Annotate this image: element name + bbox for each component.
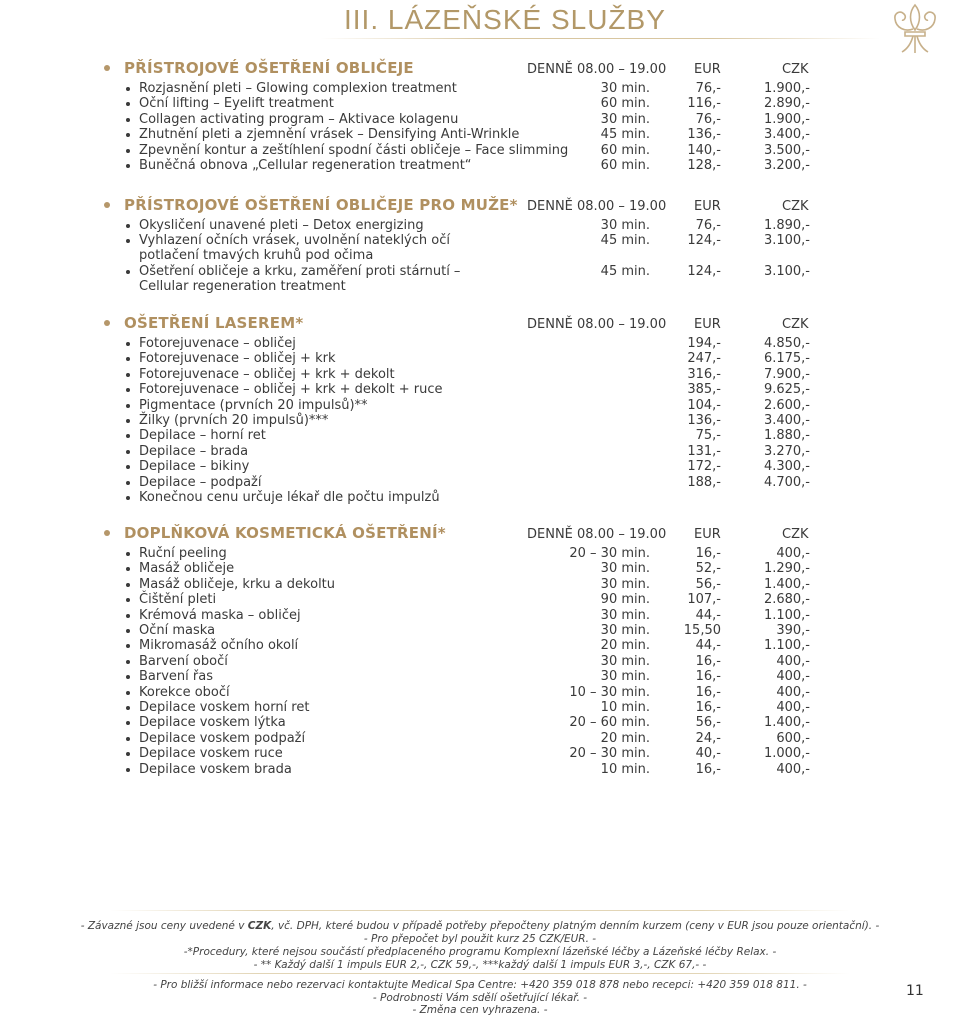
section-title: PŘÍSTROJOVÉ OŠETŘENÍ OBLIČEJE <box>124 59 414 77</box>
price-row <box>0 444 960 459</box>
price-row <box>0 475 960 490</box>
service-name: Barvení řas <box>139 669 213 685</box>
price-czk: 9.625,- <box>763 382 810 398</box>
service-name: Krémová maska – obličej <box>139 607 301 623</box>
price-czk: 1.290,- <box>763 561 810 577</box>
price-row <box>0 638 960 653</box>
service-name-continued: potlačení tmavých kruhů pod očima <box>139 248 374 264</box>
footer-divider-top <box>110 910 850 911</box>
service-name: Masáž obličeje, krku a dekoltu <box>139 576 336 592</box>
page-number: 11 <box>906 983 924 999</box>
header-czk: CZK <box>782 527 809 542</box>
service-name: Collagen activating program – Aktivace kolagenu <box>139 111 459 127</box>
bullet-icon <box>126 583 130 587</box>
price-eur: 15,50 <box>683 623 721 638</box>
section-header <box>0 314 960 332</box>
price-czk: 3.270,- <box>763 443 810 459</box>
bullet-icon <box>126 434 130 438</box>
bullet-icon <box>126 373 130 377</box>
service-name: Depilace voskem horní ret <box>139 700 310 715</box>
service-name: Depilace voskem ruce <box>139 746 283 762</box>
price-row <box>0 263 960 294</box>
price-czk: 600,- <box>776 730 810 746</box>
price-row <box>0 623 960 638</box>
price-row <box>0 731 960 746</box>
footnote-contact: - Pro bližší informace nebo rezervaci kontaktujte Medical Spa Centre: +420 359 018 878 nebo recepci: +420 359 018 811. - <box>153 979 807 991</box>
price-czk: 390,- <box>776 623 810 638</box>
service-duration: 30 min. <box>600 218 650 233</box>
price-row <box>0 218 960 233</box>
price-eur: 385,- <box>687 382 721 398</box>
bullet-icon <box>126 768 130 772</box>
service-name: Zpevnění kontur a zeštíhlení spodní části obličeje – Face slimming <box>139 142 569 158</box>
service-name: Depilace voskem brada <box>139 761 292 777</box>
footnote-currency: - Závazné jsou ceny uvedené v CZK, vč. DPH, které budou v případě potřeby přepočteny platným denním kurzem (ceny v EUR jsou pouze orientační). - <box>80 920 880 932</box>
price-row <box>0 592 960 607</box>
service-duration: 30 min. <box>600 81 650 96</box>
header-hours: DENNĚ 08.00 – 19.00 <box>527 527 667 542</box>
service-name: Depilace – brada <box>139 443 249 459</box>
price-row <box>0 669 960 684</box>
bullet-icon <box>126 239 130 243</box>
price-eur: 52,- <box>695 561 721 577</box>
section-header <box>0 59 960 77</box>
service-duration: 20 min. <box>600 730 650 746</box>
price-czk: 1.890,- <box>763 218 810 233</box>
price-eur: 56,- <box>695 715 721 731</box>
header-eur: EUR <box>694 317 721 332</box>
price-czk: 2.890,- <box>763 96 810 112</box>
service-name: Pigmentace (prvních 20 impulsů)** <box>139 397 368 413</box>
bullet-icon <box>126 691 130 695</box>
footnote-impulses: - ** Každý další 1 impuls EUR 2,-, CZK 59,-, ***každý další 1 impuls EUR 3,-, CZK 67,- - <box>253 959 707 971</box>
bullet-icon <box>126 102 130 106</box>
bullet-icon <box>126 629 130 633</box>
bullet-icon <box>126 342 130 346</box>
bullet-icon <box>126 644 130 648</box>
price-eur: 116,- <box>687 96 721 112</box>
price-eur: 76,- <box>695 218 721 233</box>
price-row <box>0 158 960 173</box>
price-eur: 16,- <box>695 669 721 685</box>
service-name-continued: Cellular regeneration treatment <box>139 278 346 294</box>
section-bullet-icon <box>104 202 110 208</box>
service-name: Oční maska <box>139 623 216 638</box>
bullet-icon <box>126 149 130 153</box>
service-duration: 10 min. <box>600 700 650 715</box>
bullet-icon <box>126 164 130 168</box>
price-eur: 24,- <box>695 730 721 746</box>
price-czk: 1.900,- <box>763 81 810 96</box>
price-row <box>0 367 960 382</box>
bullet-icon <box>126 404 130 408</box>
bullet-icon <box>126 737 130 741</box>
service-duration: 60 min. <box>600 96 650 112</box>
price-eur: 131,- <box>687 443 721 459</box>
service-name: Fotorejuvenace – obličej + krk <box>139 351 336 367</box>
price-row <box>0 127 960 142</box>
price-eur: 16,- <box>695 761 721 777</box>
section-bullet-icon <box>104 320 110 326</box>
price-eur: 44,- <box>695 607 721 623</box>
service-duration: 30 min. <box>600 653 650 669</box>
bullet-icon <box>126 660 130 664</box>
price-row <box>0 608 960 623</box>
service-name: Oční lifting – Eyelift treatment <box>139 96 334 112</box>
price-eur: 16,- <box>695 546 721 561</box>
service-duration: 20 – 30 min. <box>569 546 650 561</box>
price-eur: 76,- <box>695 81 721 96</box>
section-header <box>0 196 960 214</box>
price-row <box>0 413 960 428</box>
price-row <box>0 490 960 505</box>
price-eur: 56,- <box>695 576 721 592</box>
service-name: Vyhlazení očních vrásek, uvolnění nateklých očí <box>139 233 450 249</box>
price-eur: 194,- <box>687 336 721 351</box>
bullet-icon <box>126 419 130 423</box>
footnote-price-change: - Změna cen vyhrazena. - <box>412 1004 548 1016</box>
section-header <box>0 524 960 542</box>
bullet-icon <box>126 133 130 137</box>
bullet-icon <box>126 87 130 91</box>
service-duration: 30 min. <box>600 111 650 127</box>
price-eur: 316,- <box>687 366 721 382</box>
price-row <box>0 428 960 443</box>
price-row <box>0 382 960 397</box>
price-czk: 1.400,- <box>763 576 810 592</box>
section-title: OŠETŘENÍ LASEREM* <box>124 314 304 332</box>
bullet-icon <box>126 224 130 228</box>
price-row <box>0 96 960 111</box>
bullet-icon <box>126 752 130 756</box>
price-row <box>0 577 960 592</box>
section-bullet-icon <box>104 65 110 71</box>
price-czk: 1.900,- <box>763 111 810 127</box>
service-duration: 45 min. <box>600 127 650 143</box>
price-czk: 4.850,- <box>763 336 810 351</box>
service-duration: 20 min. <box>600 638 650 654</box>
price-czk: 3.400,- <box>763 127 810 143</box>
price-eur: 140,- <box>687 142 721 158</box>
service-name: Zhutnění pleti a zjemnění vrásek – Densifying Anti-Wrinkle <box>139 127 520 143</box>
header-hours: DENNĚ 08.00 – 19.00 <box>527 199 667 214</box>
bullet-icon <box>126 675 130 679</box>
price-czk: 400,- <box>776 669 810 685</box>
header-hours: DENNĚ 08.00 – 19.00 <box>527 62 667 77</box>
price-eur: 136,- <box>687 127 721 143</box>
service-name: Barvení obočí <box>139 653 228 669</box>
service-name: Okysličení unavené pleti – Detox energizing <box>139 218 424 233</box>
service-duration: 30 min. <box>600 607 650 623</box>
service-name: Rozjasnění pleti – Glowing complexion treatment <box>139 81 457 96</box>
bullet-icon <box>126 552 130 556</box>
service-name: Depilace – horní ret <box>139 428 266 444</box>
title-divider <box>320 38 880 39</box>
service-name: Depilace – bikiny <box>139 459 250 475</box>
price-row <box>0 143 960 158</box>
price-row <box>0 351 960 366</box>
price-eur: 124,- <box>687 263 721 279</box>
price-czk: 2.600,- <box>763 397 810 413</box>
price-eur: 76,- <box>695 111 721 127</box>
price-czk: 400,- <box>776 700 810 715</box>
price-eur: 247,- <box>687 351 721 367</box>
price-row <box>0 336 960 351</box>
price-eur: 107,- <box>687 592 721 608</box>
price-eur: 128,- <box>687 158 721 173</box>
price-row <box>0 112 960 127</box>
header-eur: EUR <box>694 62 721 77</box>
price-czk: 1.100,- <box>763 638 810 654</box>
price-czk: 1.880,- <box>763 428 810 444</box>
bullet-icon <box>126 450 130 454</box>
price-eur: 44,- <box>695 638 721 654</box>
price-row <box>0 685 960 700</box>
service-duration: 45 min. <box>600 263 650 279</box>
bullet-icon <box>126 270 130 274</box>
service-name: Fotorejuvenace – obličej + krk + dekolt + ruce <box>139 382 443 398</box>
price-row <box>0 654 960 669</box>
service-duration: 30 min. <box>600 576 650 592</box>
price-row <box>0 398 960 413</box>
price-czk: 7.900,- <box>763 366 810 382</box>
price-row <box>0 715 960 730</box>
service-name: Depilace – podpaží <box>139 474 262 490</box>
header-eur: EUR <box>694 527 721 542</box>
section-bullet-icon <box>104 530 110 536</box>
header-czk: CZK <box>782 62 809 77</box>
service-name: Ošetření obličeje a krku, zaměření proti stárnutí – <box>139 263 461 279</box>
service-name: Konečnou cenu určuje lékař dle počtu impulzů <box>139 490 440 505</box>
price-czk: 3.400,- <box>763 413 810 428</box>
price-eur: 16,- <box>695 684 721 700</box>
price-czk: 3.200,- <box>763 158 810 173</box>
bullet-icon <box>126 481 130 485</box>
service-name: Masáž obličeje <box>139 561 235 577</box>
price-czk: 4.700,- <box>763 474 810 490</box>
footer-divider-bottom <box>110 973 850 974</box>
fleur-de-lis-icon <box>891 2 939 56</box>
price-czk: 1.400,- <box>763 715 810 731</box>
price-czk: 400,- <box>776 546 810 561</box>
service-duration: 20 – 60 min. <box>569 715 650 731</box>
header-czk: CZK <box>782 317 809 332</box>
bullet-icon <box>126 118 130 122</box>
header-eur: EUR <box>694 199 721 214</box>
price-row <box>0 459 960 474</box>
price-czk: 6.175,- <box>763 351 810 367</box>
service-duration: 90 min. <box>600 592 650 608</box>
price-czk: 1.000,- <box>763 746 810 762</box>
service-name: Buněčná obnova „Cellular regeneration treatment“ <box>139 158 472 173</box>
service-name: Mikromasáž očního okolí <box>139 638 299 654</box>
price-czk: 400,- <box>776 761 810 777</box>
service-name: Fotorejuvenace – obličej + krk + dekolt <box>139 366 395 382</box>
price-row <box>0 81 960 96</box>
price-eur: 16,- <box>695 700 721 715</box>
header-czk: CZK <box>782 199 809 214</box>
price-eur: 40,- <box>695 746 721 762</box>
bullet-icon <box>126 496 130 500</box>
price-czk: 2.680,- <box>763 592 810 608</box>
service-duration: 10 min. <box>600 761 650 777</box>
bullet-icon <box>126 614 130 618</box>
service-duration: 30 min. <box>600 623 650 638</box>
bullet-icon <box>126 567 130 571</box>
service-name: Depilace voskem podpaží <box>139 730 306 746</box>
price-czk: 3.100,- <box>763 263 810 279</box>
price-eur: 104,- <box>687 397 721 413</box>
price-row <box>0 700 960 715</box>
price-row <box>0 762 960 777</box>
footnote-procedures: -*Procedury, které nejsou součástí předplaceného programu Komplexní lázeňské léčby a Lázeňské léčby Relax. - <box>183 946 777 958</box>
bullet-icon <box>126 465 130 469</box>
price-czk: 400,- <box>776 684 810 700</box>
service-duration: 30 min. <box>600 669 650 685</box>
footnote-doctor: - Podrobnosti Vám sdělí ošetřující lékař. - <box>372 992 588 1004</box>
service-name: Čištění pleti <box>139 592 217 608</box>
page-title: III. LÁZEŇSKÉ SLUŽBY <box>344 4 666 35</box>
price-czk: 400,- <box>776 653 810 669</box>
bullet-icon <box>126 388 130 392</box>
price-eur: 136,- <box>687 413 721 428</box>
header-hours: DENNĚ 08.00 – 19.00 <box>527 317 667 332</box>
service-duration: 60 min. <box>600 142 650 158</box>
price-row <box>0 746 960 761</box>
price-eur: 75,- <box>695 428 721 444</box>
service-duration: 10 – 30 min. <box>569 684 650 700</box>
section-title: PŘÍSTROJOVÉ OŠETŘENÍ OBLIČEJE PRO MUŽE* <box>124 196 518 214</box>
price-eur: 16,- <box>695 653 721 669</box>
price-czk: 3.500,- <box>763 142 810 158</box>
price-czk: 1.100,- <box>763 607 810 623</box>
service-name: Fotorejuvenace – obličej <box>139 336 296 351</box>
price-czk: 3.100,- <box>763 233 810 249</box>
bullet-icon <box>126 721 130 725</box>
section-title: DOPLŇKOVÁ KOSMETICKÁ OŠETŘENÍ* <box>124 524 446 542</box>
service-name: Korekce obočí <box>139 684 230 700</box>
service-duration: 45 min. <box>600 233 650 249</box>
footnote-exchange-rate: - Pro přepočet byl použit kurz 25 CZK/EUR. - <box>363 933 597 945</box>
bullet-icon <box>126 706 130 710</box>
service-duration: 60 min. <box>600 158 650 173</box>
price-row <box>0 233 960 264</box>
price-row <box>0 546 960 561</box>
bullet-icon <box>126 598 130 602</box>
price-row <box>0 561 960 576</box>
price-czk: 4.300,- <box>763 459 810 475</box>
price-eur: 172,- <box>687 459 721 475</box>
price-eur: 188,- <box>687 474 721 490</box>
price-eur: 124,- <box>687 233 721 249</box>
service-duration: 20 – 30 min. <box>569 746 650 762</box>
bullet-icon <box>126 357 130 361</box>
service-duration: 30 min. <box>600 561 650 577</box>
service-name: Žilky (prvních 20 impulsů)*** <box>139 413 329 428</box>
service-name: Ruční peeling <box>139 546 227 561</box>
service-name: Depilace voskem lýtka <box>139 715 286 731</box>
